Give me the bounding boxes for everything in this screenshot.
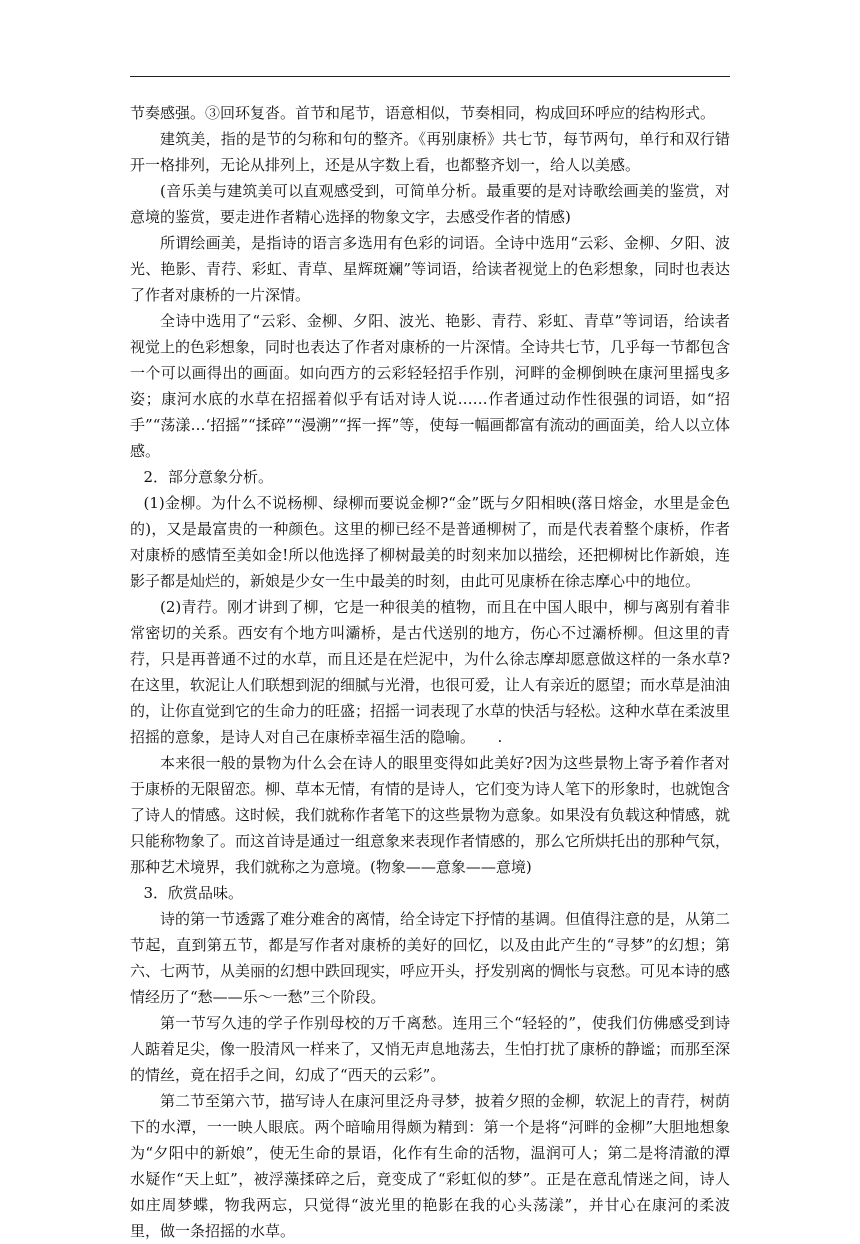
document-body	[130, 100, 730, 1244]
paragraph: (2)青荇。刚才讲到了柳，它是一种很美的植物，而且在中国人眼中，柳与离别有着非常密切的关系。西安有个地方叫灞桥，是古代送别的地方，伤心不过灞桥柳。但这里的青荇，只是再普通不过的水草，而且还是在烂泥中，为什么徐志摩却愿意做这样的一条水草?在这里，软泥让人们联想到泥的细腻与光滑，也很可爱，让人有亲近的愿望；而水草是油油的，让你直觉到它的生命力的旺盛；招摇一词表现了水草的快活与轻松。这种水草在柔波里招摇的意象，是诗人对自己在康桥幸福生活的隐喻。 .	[130, 598, 731, 746]
header-rule	[130, 76, 730, 77]
section-heading: 3．欣赏品味。	[143, 884, 244, 902]
paragraph: (1)金柳。为什么不说杨柳、绿柳而要说金柳?“金”既与夕阳相映(落日熔金，水里是金色的)，又是最富贵的一种颜色。这里的柳已经不是普通柳树了，而是代表着整个康桥，作者对康桥的感情至美如金!所以他选择了柳树最美的时刻来加以描绘，还把柳树比作新娘，连影子都是灿烂的，新娘是少女一生中最美的时刻，由此可见康桥在徐志摩心中的地位。	[130, 494, 730, 590]
paragraph: 节奏感强。③回环复沓。首节和尾节，语意相似，节奏相同，构成回环呼应的结构形式。	[130, 104, 716, 122]
paragraph: 第二节至第六节，描写诗人在康河里泛舟寻梦，披着夕照的金柳，软泥上的青荇，树荫下的水潭，一一映人眼底。两个暗喻用得颇为精到：第一个是将“河畔的金柳”大胆地想象为“夕阳中的新娘”，使无生命的景语，化作有生命的活物，温润可人；第二是将清澈的潭水疑作“天上虹”，被浮藻揉碎之后，竟变成了“彩虹似的梦”。正是在意乱情迷之间，诗人如庄周梦蝶，物我两忘，只觉得“波光里的艳影在我的心头荡漾”，并甘心在康河的柔波里，做一条招摇的水草。	[130, 1092, 731, 1240]
paragraph: 全诗中选用了“云彩、金柳、夕阳、波光、艳影、青荇、彩虹、青草”等词语，给读者视觉上的色彩想象，同时也表达了作者对康桥的一片深情。全诗共七节，几乎每一节都包含一个可以画得出的画面。如向西方的云彩轻轻招手作别，河畔的金柳倒映在康河里摇曳多姿；康河水底的水草在招摇着似乎有话对诗人说……作者通过动作性很强的词语，如“招手”“荡漾…‘招摇”“揉碎”“漫溯”“挥一挥”等，使每一幅画都富有流动的画面美，给人以立体感。	[130, 312, 731, 460]
section-heading: 2．部分意象分析。	[143, 468, 274, 486]
paragraph: 所谓绘画美，是指诗的语言多选用有色彩的词语。全诗中选用“云彩、金柳、夕阳、波光、艳影、青荇、彩虹、青草、星辉斑斓”等词语，给读者视觉上的色彩想象，同时也表达了作者对康桥的一片深情。	[130, 234, 730, 304]
paragraph: (音乐美与建筑美可以直观感受到，可简单分析。最重要的是对诗歌绘画美的鉴赏，对意境的鉴赏，要走进作者精心选择的物象文字，去感受作者的情感)	[130, 182, 730, 226]
paragraph: 建筑美，指的是节的匀称和句的整齐。《再别康桥》共七节，每节两句，单行和双行错开一格排列，无论从排列上，还是从字数上看，也都整齐划一，给人以美感。	[130, 130, 730, 174]
paragraph: 诗的第一节透露了难分难舍的离情，给全诗定下抒情的基调。但值得注意的是，从第二节起，直到第五节，都是写作者对康桥的美好的回忆，以及由此产生的“寻梦”的幻想；第六、七两节，从美丽的幻想中跌回现实，呼应开头，抒发别离的惆怅与哀愁。可见本诗的感情经历了“愁——乐～一愁”三个阶段。	[130, 910, 731, 1006]
paragraph: 第一节写久违的学子作别母校的万千离愁。连用三个“轻轻的”，使我们仿佛感受到诗人踮着足尖，像一股清风一样来了，又悄无声息地荡去，生怕打扰了康桥的静谧；而那至深的情丝，竟在招手之间，幻成了“西天的云彩”。	[130, 1014, 731, 1084]
paragraph: 本来很一般的景物为什么会在诗人的眼里变得如此美好?因为这些景物上寄予着作者对于康桥的无限留恋。柳、草本无情，有情的是诗人，它们变为诗人笔下的形象时，也就饱含了诗人的情感。这时候，我们就称作者笔下的这些景物为意象。如果没有负载这种情感，就只能称物象了。而这首诗是通过一组意象来表现作者情感的，那么它所烘托出的那种气氛，那种艺术境界，我们就称之为意境。(物象——意象——意境)	[130, 754, 731, 876]
